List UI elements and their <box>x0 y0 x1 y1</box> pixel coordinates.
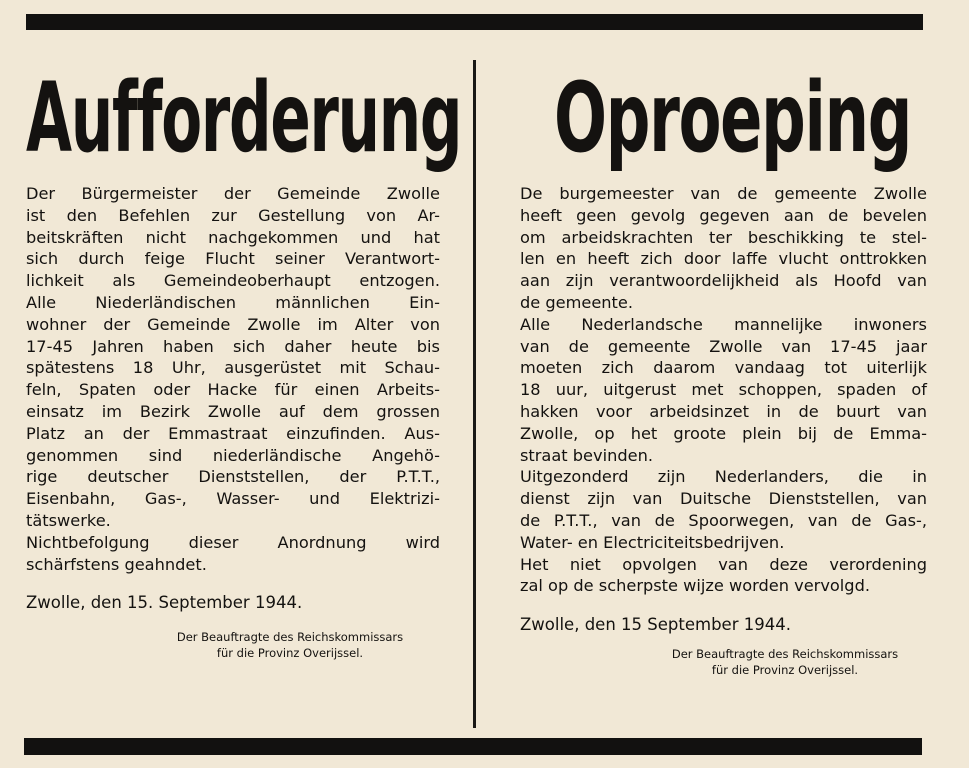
german-line: genommen sind niederländische Angehö- <box>26 445 440 465</box>
german-line: Nichtbefolgung dieser Anordnung wird <box>26 532 440 552</box>
dutch-line: 18 uur, uitgerust met schoppen, spaden of <box>520 380 927 400</box>
dutch-line: Water- en Electriciteitsbedrijven. <box>520 532 785 552</box>
dutch-line: hakken voor arbeidsinzet in de buurt van <box>520 401 927 421</box>
german-line: ist den Befehlen zur Gestellung von Ar- <box>26 205 440 225</box>
german-body <box>26 183 440 575</box>
dutch-body <box>520 183 927 597</box>
german-signature-line: für die Provinz Overijssel. <box>216 646 364 661</box>
german-line: tätswerke. <box>26 510 111 530</box>
dutch-signature <box>650 646 920 678</box>
dutch-line: de gemeente. <box>520 292 634 312</box>
dutch-line: Zwolle, op het groote plein bij de Emma- <box>520 423 927 443</box>
german-line: Eisenbahn, Gas-, Wasser- und Elektrizi- <box>26 489 440 509</box>
column-divider <box>473 60 476 728</box>
german-line: Der Bürgermeister der Gemeinde Zwolle <box>26 184 440 203</box>
dutch-dateline: Zwolle, den 15 September 1944. <box>520 615 791 635</box>
dutch-line: om arbeidskrachten ter beschikking te stel- <box>520 227 927 247</box>
dutch-heading: Oproeping <box>554 62 912 174</box>
dutch-line: dienst zijn van Duitsche Dienststellen, van <box>520 489 927 509</box>
german-line: wohner der Gemeinde Zwolle im Alter von <box>26 314 440 334</box>
dutch-line: len en heeft zich door laffe vlucht onttrokken <box>520 249 927 269</box>
german-line: lichkeit als Gemeindeoberhaupt entzogen. <box>26 271 440 291</box>
german-line: rige deutscher Dienststellen, der P.T.T., <box>26 467 440 487</box>
german-line: schärfstens geahndet. <box>26 554 207 574</box>
german-line: einsatz im Bezirk Zwolle auf dem grossen <box>26 401 440 421</box>
dutch-line: straat bevinden. <box>520 445 653 465</box>
dutch-line: van de gemeente Zwolle van 17-45 jaar <box>520 336 927 356</box>
dutch-line: Het niet opvolgen van deze verordening <box>520 554 927 574</box>
german-heading: Aufforderung <box>26 62 462 174</box>
dutch-signature-line: Der Beauftragte des Reichskommissars <box>671 647 899 662</box>
german-column <box>26 58 462 661</box>
german-signature <box>156 629 424 661</box>
dutch-signature-line: für die Provinz Overijssel. <box>711 663 859 678</box>
dutch-line: Uitgezonderd zijn Nederlanders, die in <box>520 467 927 487</box>
dutch-line: Alle Nederlandsche mannelijke inwoners <box>520 314 927 334</box>
german-line: spätestens 18 Uhr, ausgerüstet mit Schau- <box>26 358 440 378</box>
german-line: Platz an der Emmastraat einzufinden. Aus- <box>26 423 440 443</box>
german-line: beitskräften nicht nachgekommen und hat <box>26 227 440 247</box>
dutch-line: aan zijn verantwoordelijkheid als Hoofd van <box>520 271 927 291</box>
german-line: Alle Niederländischen männlichen Ein- <box>26 292 440 312</box>
german-line: 17-45 Jahren haben sich daher heute bis <box>26 336 440 356</box>
dutch-line: heeft geen gevolg gegeven aan de bevelen <box>520 205 927 225</box>
german-signature-line: Der Beauftragte des Reichskommissars <box>176 630 404 645</box>
top-border-bar <box>26 14 923 30</box>
german-line: sich durch feige Flucht seiner Verantwort- <box>26 249 440 269</box>
german-dateline: Zwolle, den 15. September 1944. <box>26 593 303 613</box>
dutch-line: moeten zich daarom vandaag tot uiterlijk <box>520 358 927 378</box>
german-line: feln, Spaten oder Hacke für einen Arbeits- <box>26 380 440 400</box>
dutch-line: de P.T.T., van de Spoorwegen, van de Gas-, <box>520 510 927 530</box>
dutch-column <box>520 58 927 678</box>
dutch-line: De burgemeester van de gemeente Zwolle <box>520 184 927 203</box>
bottom-border-bar <box>24 738 922 755</box>
dutch-line: zal op de scherpste wijze worden vervolgd. <box>520 576 870 596</box>
